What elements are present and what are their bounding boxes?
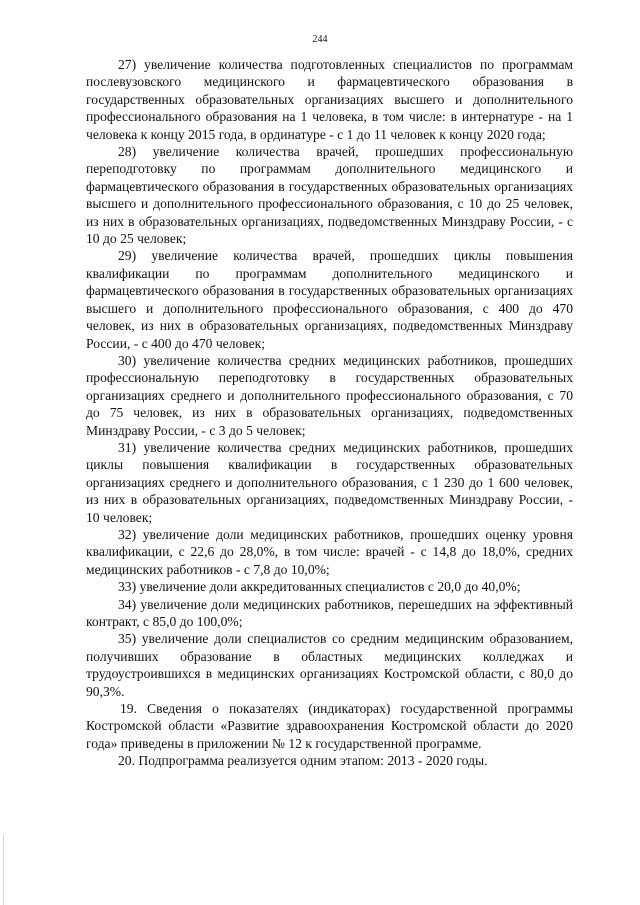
paragraph-item-35: 35) увеличение доли специалистов со средним медицинским образованием, получивших образование в областных медицинских колледжах и трудоустроившихся в медицинских организациях Костромской области, с 80,0 до 90,3%.: [86, 631, 573, 699]
paragraph-item-32: 32) увеличение доли медицинских работников, прошедших оценку уровня квалификации, с 22,6 до 28,0%, в том числе: врачей - с 14,8 до 18,0%, средних медицинских работников - с 7,8 до 10,0%;: [86, 526, 573, 577]
paragraph-item-31: 31) увеличение количества средних медицинских работников, прошедших циклы повышения квалификации в государственных образовательных организациях среднего и дополнительного образования, с 1 230 до 1 600 человек, из них в образовательных организациях, подведомственных Минздраву России, - 10 человек;: [86, 439, 573, 525]
document-body: [86, 56, 573, 770]
paragraph-item-34: 34) увеличение доли медицинских работников, перешедших на эффективный контракт, с 85,0 до 100,0%;: [86, 596, 573, 629]
paragraph-section-20: 20. Подпрограмма реализуется одним этапом: 2013 - 2020 годы.: [118, 753, 488, 769]
paragraph-item-33: 33) увеличение доли аккредитованных специалистов с 20,0 до 40,0%;: [118, 579, 521, 595]
page-number: 244: [312, 34, 328, 45]
paragraph-item-27: 27) увеличение количества подготовленных специалистов по программам послевузовского медицинского и фармацевтического образования в государственных образовательных организациях высшего и дополнительного профессионального образования на 1 человека, в том числе: в интернатуре - на 1 человека к концу 2015 года, в ординатуре - с 1 до 11 человек к концу 2020 года;: [86, 57, 573, 142]
paragraph-item-30: 30) увеличение количества средних медицинских работников, прошедших профессиональную переподготовку в государственных образовательных организациях среднего и дополнительного профессионального образования, с 70 до 75 человек, из них в образовательных организациях, подведомственных Минздраву России, - с 3 до 5 человек;: [86, 352, 573, 438]
paragraph-section-19: 19. Сведения о показателях (индикаторах) государственной программы Костромской области «Развитие здравоохранения Костромской области до 2020 года» приведены в приложении № 12 к государственной программе.: [86, 701, 573, 751]
paragraph-item-28: 28) увеличение количества врачей, прошедших профессиональную переподготовку по программам дополнительного медицинского и фармацевтического образования в государственных образовательных организациях высшего и дополнительного профессионального образования, с 10 до 25 человек, из них в образовательных организациях, подведомственных Минздраву России, - с 10 до 25 человек;: [86, 144, 573, 247]
paragraph-item-29: 29) увеличение количества врачей, прошедших циклы повышения квалификации по программам дополнительного медицинского и фармацевтического образования в государственных образовательных организациях высшего и дополнительного профессионального образования, с 400 до 470 человек, из них в образовательных организациях, подведомственных Минздраву России, - с 400 до 470 человек;: [86, 248, 573, 351]
scan-edge-line: [3, 835, 4, 905]
